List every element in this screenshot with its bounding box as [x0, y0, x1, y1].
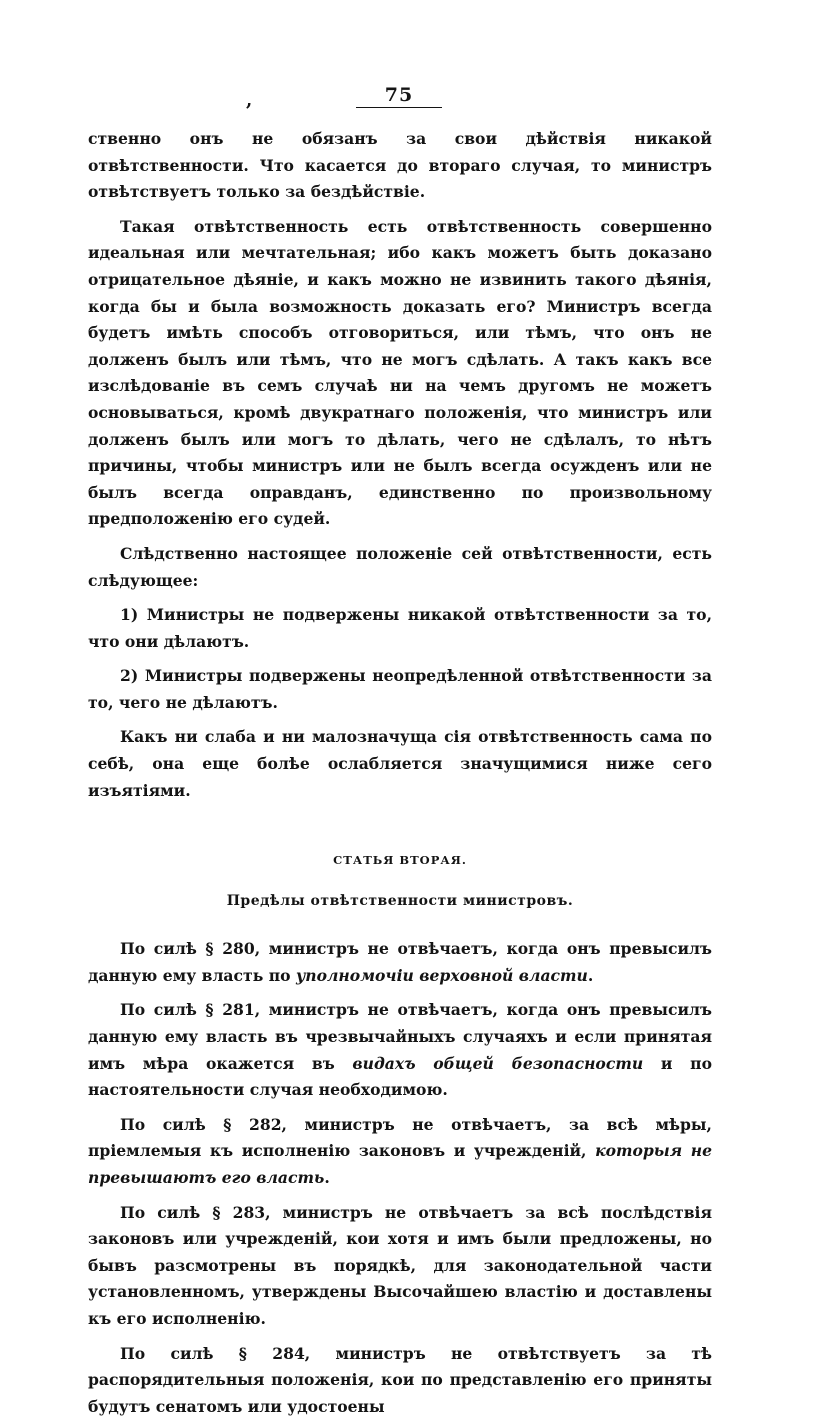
- paragraph-text-end: .: [587, 965, 594, 985]
- paragraph-text: По силѣ § 283, министръ не отвѣчаетъ за всѣ послѣдствія законовъ или учрежденій, кои хотя и имъ были предложены, но бывъ разсмотрены въ порядкѣ, для законодательной части установленномъ, утверждены Высочайшею властію и доставлены къ его исполненію.: [88, 1202, 712, 1328]
- paragraph-continuation: ственно онъ не обязанъ за свои дѣйствія никакой отвѣтственности. Что касается до втораго случая, то министръ отвѣтствуетъ только за бездѣйствіе.: [88, 129, 712, 202]
- paragraph-section-280: [88, 936, 712, 989]
- printer-mark: ,: [246, 90, 253, 111]
- paragraph-italic: видахъ общей безопасности: [352, 1053, 644, 1073]
- paragraph-italic: уполномочіи верховной власти: [295, 965, 588, 985]
- section-title: СТАТЬЯ ВТОРАЯ.: [333, 853, 467, 868]
- paragraph-text: По силѣ § 282, министръ не отвѣчаетъ, за всѣ мѣры, пріемлемыя къ исполненію законовъ и учрежденій,: [88, 1114, 712, 1161]
- paragraph-italic: которыя не превышаютъ его власть: [88, 1141, 712, 1187]
- section-subtitle: Предѣлы отвѣтственности министровъ.: [226, 893, 574, 910]
- paragraph-text: По силѣ § 284, министръ не отвѣтствуетъ за тѣ распорядительныя положенія, кои по представленію его приняты будутъ сенатомъ или удостоены: [88, 1343, 712, 1416]
- page-number: 75: [356, 84, 442, 108]
- paragraph-text-end: и по настоятельности случая необходимою.: [88, 1053, 712, 1100]
- paragraph-text: По силѣ § 281, министръ не отвѣчаетъ, когда онъ превысилъ данную ему власть въ чрезвычайныхъ случаяхъ и если принятая имъ мѣра окажется въ: [88, 1000, 712, 1073]
- list-item-1: 1) Министры не подвержены никакой отвѣтственности за то, что они дѣлаютъ.: [88, 605, 712, 651]
- paragraph-text: По силѣ § 280, министръ не отвѣчаетъ, когда онъ превысилъ данную ему власть по: [88, 939, 712, 985]
- paragraph-weakness: Какъ ни слаба и ни малозначуща сія отвѣтственность сама по себѣ, она еще болѣе ослабляется значущимися ниже сего изъятіями.: [88, 727, 712, 800]
- paragraph-section-283: [88, 1200, 712, 1333]
- list-item-2: 2) Министры подвержены неопредѣленной отвѣтственности за то, чего не дѣлаютъ.: [88, 666, 712, 712]
- page-header: [88, 80, 712, 126]
- book-page: [88, 80, 712, 1420]
- paragraph-ideal-responsibility: Такая отвѣтственность есть отвѣтственность совершенно идеальная или мечтательная; ибо какъ можетъ быть доказано отрицательное дѣяніе, и какъ можно не извинить такого дѣянія, когда бы и была возможность доказать его? Министръ всегда будетъ имѣть способъ отговориться, или тѣмъ, что онъ не долженъ былъ или тѣмъ, что не могъ сдѣлать. А такъ какъ все изслѣдованіе въ семъ случаѣ ни на чемъ другомъ не можетъ основываться, кромѣ двукратнаго положенія, что министръ или долженъ былъ или могъ то дѣлать, чего не сдѣлалъ, то нѣтъ причины, чтобы министръ или не былъ всегда осужденъ или не былъ всегда оправданъ, единственно по произвольному предположенію его судей.: [88, 216, 712, 529]
- paragraph-consequently: Слѣдственно настоящее положеніе сей отвѣтственности, есть слѣдующее:: [88, 543, 712, 590]
- paragraph-text-end: .: [324, 1168, 330, 1187]
- paragraph-section-282: [88, 1112, 712, 1192]
- paragraph-section-284: [88, 1341, 712, 1420]
- paragraph-section-281: [88, 997, 712, 1103]
